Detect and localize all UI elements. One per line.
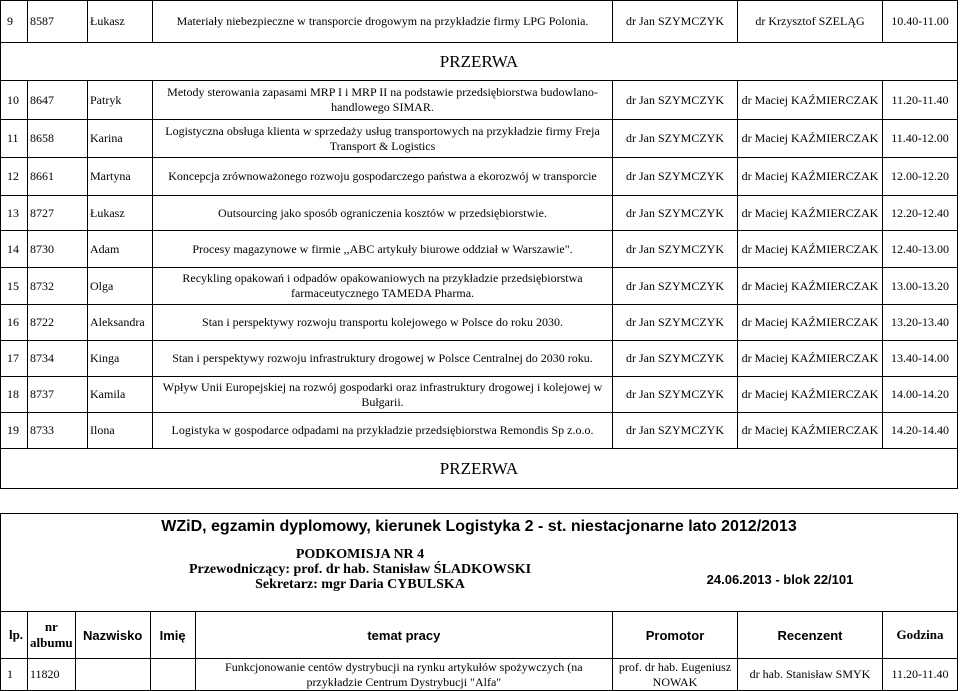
- promotor-cell: dr Jan SZYMCZYK: [613, 377, 738, 413]
- name-cell: Łukasz: [88, 1, 153, 43]
- time-cell: 13.40-14.00: [883, 341, 958, 377]
- name-cell: Adam: [88, 231, 153, 268]
- time-cell: 12.00-12.20: [883, 158, 958, 196]
- reviewer-cell: dr Maciej KAŹMIERCZAK: [738, 268, 883, 305]
- table-row: [1, 659, 958, 691]
- header-row: [1, 612, 958, 659]
- lp-cell: 16: [1, 305, 28, 341]
- surname-cell: [75, 659, 150, 691]
- lp-cell: 17: [1, 341, 28, 377]
- break-row: [1, 449, 958, 489]
- promotor-cell: prof. dr hab. Eugeniusz NOWAK: [613, 659, 738, 691]
- time-cell: 14.20-14.40: [883, 413, 958, 449]
- topic-cell: Koncepcja zrównoważonego rozwoju gospodarczego państwa a ekorozwój w transporcie: [153, 158, 613, 196]
- lp-cell: 9: [1, 1, 28, 43]
- promotor-cell: dr Jan SZYMCZYK: [613, 305, 738, 341]
- firstname-cell: [150, 659, 195, 691]
- header-firstname: Imię: [150, 612, 195, 659]
- time-cell: 11.40-12.00: [883, 120, 958, 158]
- album-cell: 8658: [28, 120, 88, 158]
- lp-cell: 1: [1, 659, 28, 691]
- break-label: PRZERWA: [1, 449, 958, 489]
- lp-cell: 12: [1, 158, 28, 196]
- promotor-cell: dr Jan SZYMCZYK: [613, 231, 738, 268]
- name-cell: Kinga: [88, 341, 153, 377]
- name-cell: Kamila: [88, 377, 153, 413]
- break-row: [1, 43, 958, 81]
- reviewer-cell: dr Maciej KAŹMIERCZAK: [738, 158, 883, 196]
- lp-cell: 15: [1, 268, 28, 305]
- album-cell: 8734: [28, 341, 88, 377]
- schedule-table-bottom: [0, 611, 958, 691]
- reviewer-cell: dr Maciej KAŹMIERCZAK: [738, 377, 883, 413]
- name-cell: Karina: [88, 120, 153, 158]
- topic-cell: Outsourcing jako sposób ograniczenia kosztów w przedsiębiorstwie.: [153, 196, 613, 231]
- topic-cell: Stan i perspektywy rozwoju transportu kolejowego w Polsce do roku 2030.: [153, 305, 613, 341]
- table-row: [1, 413, 958, 449]
- table-row: [1, 158, 958, 196]
- album-cell: 8730: [28, 231, 88, 268]
- exam-title: WZiD, egzamin dyplomowy, kierunek Logistyka 2 - st. niestacjonarne lato 2012/2013: [161, 518, 797, 535]
- album-cell: 8727: [28, 196, 88, 231]
- header-reviewer: Recenzent: [738, 612, 883, 659]
- album-cell: 8737: [28, 377, 88, 413]
- album-cell: 11820: [28, 659, 76, 691]
- album-cell: 8661: [28, 158, 88, 196]
- name-cell: Martyna: [88, 158, 153, 196]
- table-row: [1, 231, 958, 268]
- table-row: [1, 196, 958, 231]
- topic-cell: Logistyka w gospodarce odpadami na przykładzie przedsiębiorstwa Remondis Sp z.o.o.: [153, 413, 613, 449]
- name-cell: Patryk: [88, 81, 153, 120]
- table-row: [1, 120, 958, 158]
- time-cell: 10.40-11.00: [883, 1, 958, 43]
- time-cell: 12.20-12.40: [883, 196, 958, 231]
- name-cell: Ilona: [88, 413, 153, 449]
- committee-chair: Przewodniczący: prof. dr hab. Stanisław ŚLADKOWSKI: [188, 562, 532, 577]
- topic-cell: Wpływ Unii Europejskiej na rozwój gospodarki oraz infrastruktury drogowej i kolejowej w Bułgarii.: [153, 377, 613, 413]
- promotor-cell: dr Jan SZYMCZYK: [613, 341, 738, 377]
- committee-secretary: Sekretarz: mgr Daria CYBULSKA: [255, 577, 465, 592]
- album-cell: 8733: [28, 413, 88, 449]
- name-cell: Aleksandra: [88, 305, 153, 341]
- album-cell: 8732: [28, 268, 88, 305]
- reviewer-cell: dr Maciej KAŹMIERCZAK: [738, 413, 883, 449]
- time-cell: 12.40-13.00: [883, 231, 958, 268]
- lp-cell: 19: [1, 413, 28, 449]
- lp-cell: 10: [1, 81, 28, 120]
- reviewer-cell: dr Maciej KAŹMIERCZAK: [738, 196, 883, 231]
- reviewer-cell: dr Krzysztof SZELĄG: [738, 1, 883, 43]
- table-row: [1, 305, 958, 341]
- promotor-cell: dr Jan SZYMCZYK: [613, 1, 738, 43]
- lp-cell: 18: [1, 377, 28, 413]
- promotor-cell: dr Jan SZYMCZYK: [613, 158, 738, 196]
- exam-date: 24.06.2013 - blok 22/101: [706, 572, 854, 587]
- topic-cell: Logistyczna obsługa klienta w sprzedaży usług transportowych na przykładzie firmy Freja Transport & Logistics: [153, 120, 613, 158]
- reviewer-cell: dr Maciej KAŹMIERCZAK: [738, 341, 883, 377]
- topic-cell: Stan i perspektywy rozwoju infrastruktury drogowej w Polsce Centralnej do 2030 roku.: [153, 341, 613, 377]
- topic-cell: Metody sterowania zapasami MRP I i MRP II na podstawie przedsiębiorstwa budowlano-handlowego SIMAR.: [153, 81, 613, 120]
- reviewer-cell: dr Maciej KAŹMIERCZAK: [738, 120, 883, 158]
- topic-cell: Materiały niebezpieczne w transporcie drogowym na przykładzie firmy LPG Polonia.: [153, 1, 613, 43]
- promotor-cell: dr Jan SZYMCZYK: [613, 120, 738, 158]
- topic-cell: Procesy magazynowe w firmie ,,ABC artykuły biurowe oddział w Warszawie".: [153, 231, 613, 268]
- header-topic: temat pracy: [195, 612, 612, 659]
- topic-cell: Funkcjonowanie centów dystrybucji na rynku artykułów spożywczych (na przykładzie Centrum Dystrybucji "Alfa": [195, 659, 612, 691]
- time-cell: 11.20-11.40: [883, 81, 958, 120]
- time-cell: 14.00-14.20: [883, 377, 958, 413]
- header-surname: Nazwisko: [75, 612, 150, 659]
- album-cell: 8587: [28, 1, 88, 43]
- promotor-cell: dr Jan SZYMCZYK: [613, 81, 738, 120]
- reviewer-cell: dr Maciej KAŹMIERCZAK: [738, 81, 883, 120]
- header-lp: lp.: [1, 612, 28, 659]
- lp-cell: 13: [1, 196, 28, 231]
- time-cell: 13.00-13.20: [883, 268, 958, 305]
- reviewer-cell: dr Maciej KAŹMIERCZAK: [738, 231, 883, 268]
- lp-cell: 11: [1, 120, 28, 158]
- header-time: Godzina: [883, 612, 958, 659]
- time-cell: 13.20-13.40: [883, 305, 958, 341]
- time-cell: 11.20-11.40: [883, 659, 958, 691]
- album-cell: 8647: [28, 81, 88, 120]
- header-album: nr albumu: [28, 612, 76, 659]
- topic-cell: Recykling opakowań i odpadów opakowaniowych na przykładzie przedsiębiorstwa farmaceutycznego TAMEDA Pharma.: [153, 268, 613, 305]
- name-cell: Olga: [88, 268, 153, 305]
- header-promotor: Promotor: [613, 612, 738, 659]
- promotor-cell: dr Jan SZYMCZYK: [613, 196, 738, 231]
- reviewer-cell: dr Maciej KAŹMIERCZAK: [738, 305, 883, 341]
- table-row: [1, 341, 958, 377]
- reviewer-cell: dr hab. Stanisław SMYK: [738, 659, 883, 691]
- album-cell: 8722: [28, 305, 88, 341]
- table-row: [1, 377, 958, 413]
- promotor-cell: dr Jan SZYMCZYK: [613, 268, 738, 305]
- promotor-cell: dr Jan SZYMCZYK: [613, 413, 738, 449]
- table-row: [1, 268, 958, 305]
- table-row: [1, 81, 958, 120]
- break-label: PRZERWA: [1, 43, 958, 81]
- committee-number: PODKOMISJA NR 4: [295, 547, 425, 562]
- lp-cell: 14: [1, 231, 28, 268]
- committee-info: [150, 547, 570, 592]
- table-row: [1, 1, 958, 43]
- name-cell: Łukasz: [88, 196, 153, 231]
